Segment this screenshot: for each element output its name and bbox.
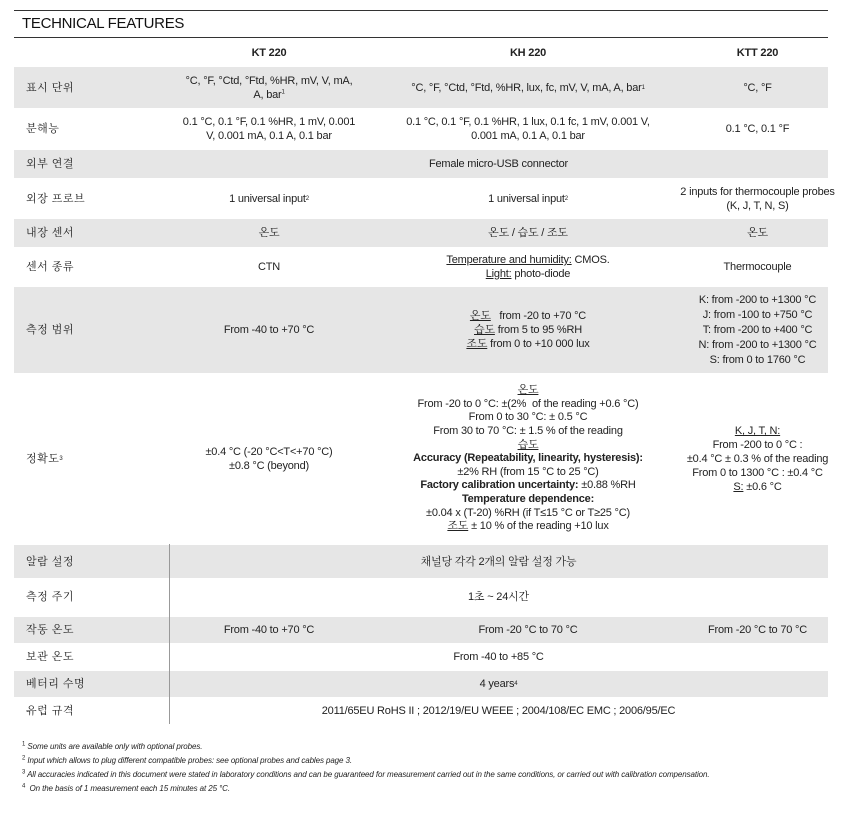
footnote-4: $^4$ On the basis of 1 measurement each 15 minutes at 25 °C. (22, 783, 230, 793)
column-header-kt220: KT 220 (251, 47, 287, 59)
all-models-value: 2011/65EU RoHS II ; 2012/19/EU WEEE ; 2004/108/EC EMC ; 2006/95/EC (321, 705, 676, 717)
table-row-display-units (14, 67, 828, 108)
kt220-value: 1 universal input 2 (229, 192, 309, 205)
all-models-value: Female micro-USB connector (428, 158, 569, 170)
ktt220-value: 온도 (747, 227, 768, 239)
row-label: 정확도 3 (26, 453, 64, 465)
all-models-value: 4 years 4 (479, 678, 518, 690)
kt220-value: 온도 (258, 227, 280, 239)
table-row-alarm (14, 545, 828, 578)
column-header-kh220: KH 220 (509, 47, 547, 59)
table-row-battery-life (14, 671, 828, 697)
row-label: 분해능 (26, 123, 60, 135)
kh220-value: From -20 °C to 70 °C (478, 624, 578, 636)
kt220-value: °C, °F, °Ctd, °Ftd, %HR, mV, V, mA, A, bar$^1$ (185, 74, 353, 101)
ktt220-value: 0.1 °C, 0.1 °F (725, 123, 790, 135)
kt220-value: From -40 to +70 °C (223, 324, 315, 336)
table-row-measure-interval (14, 579, 828, 615)
page-title: TECHNICAL FEATURES (22, 15, 185, 32)
kh220-value: Temperature and humidity: CMOS. Light: photo-diode (446, 254, 610, 280)
table-row-resolution (14, 109, 828, 149)
footnote-1: $^1$ Some units are available only with optional probes. (22, 741, 203, 751)
table-row-operating-temp (14, 617, 828, 643)
row-label: 유럽 규격 (26, 705, 75, 717)
title-bar (14, 10, 828, 38)
ktt220-value: K: from -200 to +1300 °C J: from -100 to +750 °C T: from -200 to +400 °C N: from -200 to +1300 °C S: from 0 to 1760 °C (698, 293, 817, 366)
row-label: 보관 온도 (26, 651, 75, 663)
footnote-3: $^3$ All accuracies indicated in this document were stated in laboratory conditions and can be guaranteed for measurement carried out in the same conditions, or carried out with calibration compensation. (22, 769, 710, 779)
kh220-value: °C, °F, °Ctd, °Ftd, %HR, lux, fc, mV, V, mA, A, bar 1 (411, 81, 645, 94)
table-header-row (14, 40, 828, 66)
row-label: 센서 종류 (26, 261, 75, 273)
kt220-value: CTN (257, 261, 280, 273)
row-label: 내장 센서 (26, 227, 75, 239)
row-label: 측정 범위 (26, 324, 75, 336)
row-label: 작동 온도 (26, 624, 75, 636)
all-models-value: From -40 to +85 °C (453, 651, 544, 663)
table-row-external-probe (14, 179, 835, 218)
table-row-internal-sensor (14, 219, 828, 247)
row-label: 측정 주기 (26, 591, 75, 603)
ktt220-value: °C, °F (743, 81, 772, 94)
row-label: 베터리 수명 (26, 678, 86, 690)
table-row-measuring-range (14, 287, 828, 373)
ktt220-value: Thermocouple (723, 261, 792, 273)
table-row-sensor-type (14, 248, 828, 286)
table-row-eu-norms (14, 698, 828, 724)
kh220-value: 온도 / 습도 / 조도 (488, 227, 568, 239)
table-row-storage-temp (14, 644, 828, 670)
kh220-value: 온도 From -20 to 0 °C: ±(2% of the reading +0.6 °C) From 0 to 30 °C: ± 0.5 °C From 30 to 70 °C: ± 1.5 % of the reading 습도 Accuracy (Repeatability, linearity, hysteresis): ±2% RH (from 15 °C to 25 °C) Factory calibration uncertainty: ±0.88 %RH Temperature dependence: ±0.04 x (T-20) %RH (if T≤15 °C or T≥25 °C) 조도 ± 10 % of the reading +10 lux (413, 384, 643, 533)
ktt220-value: From -20 °C to 70 °C (708, 624, 807, 636)
kt220-value: ±0.4 °C (-20 °C<T<+70 °C) ±0.8 °C (beyond) (205, 446, 333, 472)
ktt220-value: K, J, T, N: From -200 to 0 °C : ±0.4 °C ± 0.3 % of the reading From 0 to 1300 °C : ±0.4 °C S: ±0.6 °C (686, 425, 829, 493)
row-label: 외장 프로브 (26, 192, 86, 205)
kh220-value: 온도 from -20 to +70 °C 습도 from 5 to 95 %RH 조도 from 0 to +10 000 lux (466, 310, 590, 350)
kt220-value: 0.1 °C, 0.1 °F, 0.1 %HR, 1 mV, 0.001 V, 0.001 mA, 0.1 A, 0.1 bar (182, 116, 356, 142)
row-label: 외부 연결 (26, 158, 75, 170)
kh220-value: 0.1 °C, 0.1 °F, 0.1 %HR, 1 lux, 0.1 fc, 1 mV, 0.001 V, 0.001 mA, 0.1 A, 0.1 bar (406, 116, 650, 142)
footnote-2: $^2$ Input which allows to plug different compatible probes: see optional probes and cables page 3. (22, 755, 352, 765)
kh220-value: 1 universal input 2 (488, 192, 568, 205)
table-row-external-connection (14, 150, 828, 178)
kt220-value: From -40 to +70 °C (223, 624, 315, 636)
row-label: 알람 설정 (26, 555, 75, 568)
column-header-ktt220: KTT 220 (736, 47, 779, 59)
column-divider (169, 544, 170, 724)
row-label: 표시 단위 (26, 81, 75, 94)
table-row-accuracy (14, 374, 828, 544)
ktt220-value: 2 inputs for thermocouple probes (K, J, T, N, S) (680, 185, 835, 212)
all-models-value: 채널당 각각 2개의 알람 설정 가능 (420, 555, 577, 568)
all-models-value: 1초 ~ 24시간 (468, 591, 529, 603)
